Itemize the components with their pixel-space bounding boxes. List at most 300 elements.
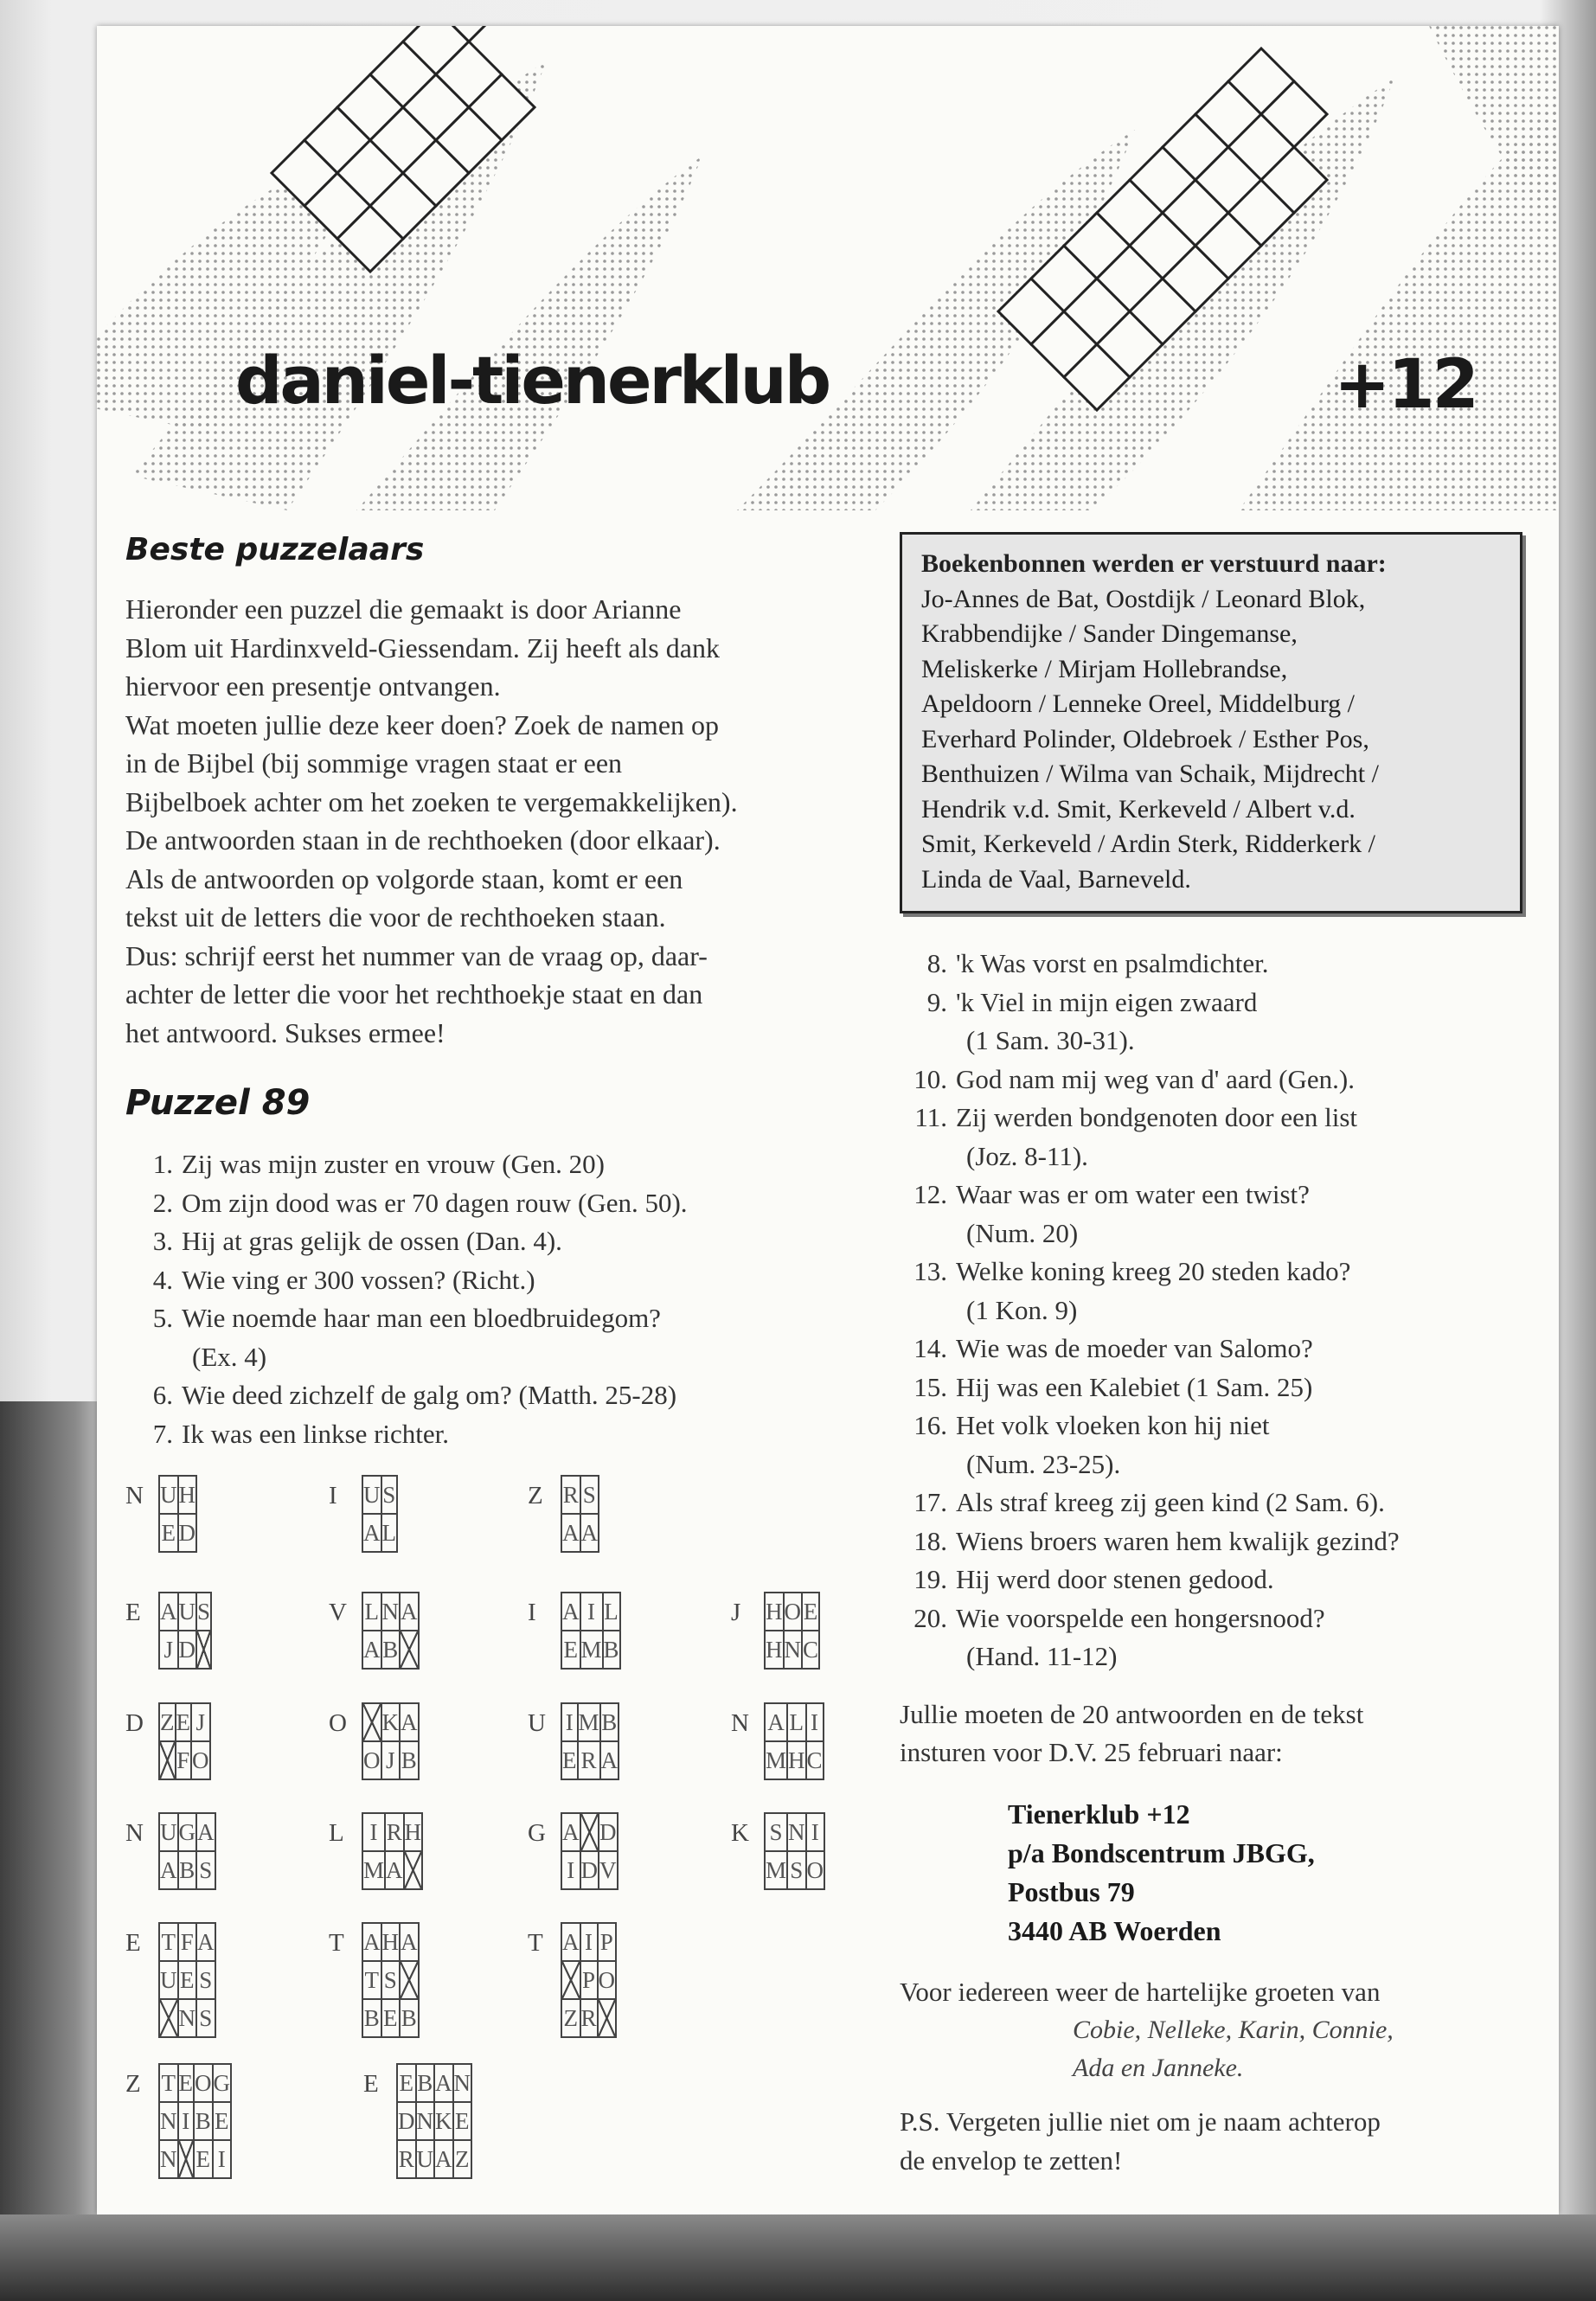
letter-cell: S: [196, 1961, 215, 1999]
question-text: (Hand. 11-12): [966, 1641, 1118, 1671]
letter-cell: R: [397, 2140, 416, 2178]
letter-cell: T: [159, 1923, 178, 1961]
question-text: Ik was een linkse richter.: [182, 1418, 450, 1449]
question-item: [900, 1407, 1522, 1445]
header: [97, 26, 1559, 519]
letter-cell: S: [196, 1851, 215, 1889]
letter-cell: I: [178, 2102, 195, 2140]
letter-cell: A: [400, 1703, 419, 1741]
question-number: 4.: [152, 1264, 173, 1295]
question-number: 7.: [152, 1418, 173, 1449]
letter-cell: M: [765, 1741, 787, 1779]
question-item: [900, 984, 1522, 1022]
letter-cell: R: [385, 1813, 404, 1851]
question-text: Wie noemde haar man een bloedbruidegom?: [182, 1303, 661, 1333]
puzzle-block-letter: T: [329, 1929, 344, 1957]
puzzle-block-grid: [158, 1702, 211, 1780]
letter-cell: A: [362, 1923, 381, 1961]
letter-cell: H: [178, 1476, 197, 1514]
question-item: [900, 1292, 1522, 1330]
letter-cell: I: [806, 1813, 825, 1851]
letter-cell: O: [784, 1593, 803, 1631]
letter-cell: T: [159, 2064, 178, 2102]
letter-cell: A: [362, 1514, 381, 1552]
winner-line: Smit, Kerkeveld / Ardin Sterk, Ridderkerk /: [921, 830, 1375, 858]
puzzle-block-letter: J: [731, 1599, 741, 1626]
brand-name: daniel-tienerklub: [235, 342, 830, 419]
letter-cell: H: [765, 1593, 784, 1631]
winner-line: Linda de Vaal, Barneveld.: [921, 864, 1191, 894]
signer-line: Cobie, Nelleke, Karin, Connie,: [1073, 2016, 1394, 2044]
letter-cell: E: [176, 1703, 192, 1741]
letter-cell: M: [580, 1631, 603, 1669]
letter-cell: E: [194, 2140, 213, 2178]
question-number: 3.: [152, 1226, 173, 1256]
intro-line: in de Bijbel (bij sommige vragen staat er een: [125, 747, 623, 779]
winners-box: [900, 532, 1522, 913]
intro-line: Als de antwoorden op volgorde staan, komt er een: [125, 862, 683, 894]
question-text: (Num. 23-25).: [966, 1448, 1121, 1479]
question-text: (1 Sam. 30-31).: [966, 1025, 1135, 1055]
question-item: [900, 1061, 1522, 1099]
intro-text: [125, 590, 887, 1052]
letter-cell: M: [578, 1703, 600, 1741]
postscript: [900, 2103, 1522, 2180]
question-number: 19.: [913, 1564, 947, 1594]
letter-cell: F: [178, 1923, 197, 1961]
letter-cell: N: [784, 1631, 803, 1669]
letter-cell: A: [159, 1851, 178, 1889]
intro-line: De antwoorden staan in de rechthoeken (door elkaar).: [125, 824, 721, 856]
letter-cell: M: [765, 1851, 787, 1889]
question-item: [900, 1176, 1522, 1215]
puzzle-block-letter: E: [363, 2070, 379, 2098]
letter-cell: E: [178, 2064, 195, 2102]
page-edge-shadow: [0, 1401, 108, 2214]
letter-cell: P: [598, 1923, 617, 1961]
signer-line: Ada en Janneke.: [1073, 2054, 1244, 2082]
letter-cell: I: [213, 2140, 232, 2178]
letter-cell: I: [362, 1813, 385, 1851]
letter-cell: O: [191, 1741, 210, 1779]
question-number: 10.: [913, 1063, 947, 1094]
question-text: Wiens broers waren hem kwalijk gezind?: [956, 1525, 1400, 1556]
letter-cell: B: [194, 2102, 213, 2140]
letter-cell: O: [362, 1741, 381, 1779]
letter-cell: A: [434, 2140, 453, 2178]
letter-cell: N: [381, 1593, 401, 1631]
letter-cell: O: [194, 2064, 213, 2102]
letter-cell: B: [416, 2064, 435, 2102]
intro-line: achter de letter die voor het rechthoekje staat en dan: [125, 978, 703, 1009]
letter-cell: N: [178, 1999, 197, 2037]
letter-cell: E: [178, 1961, 197, 1999]
letter-cell: I: [580, 1923, 598, 1961]
puzzle-block-grid: [764, 1592, 820, 1670]
puzzle-block-letter: E: [125, 1929, 141, 1957]
letter-cell: L: [381, 1514, 398, 1552]
question-item: [125, 1261, 887, 1300]
puzzle-block-grid: [158, 1922, 216, 2038]
question-number: [900, 1638, 956, 1676]
question-number: [900, 1022, 956, 1061]
letter-cell: S: [381, 1476, 398, 1514]
crossed-cell: [580, 1813, 599, 1851]
letter-cell: S: [580, 1476, 599, 1514]
letter-cell: E: [561, 1741, 578, 1779]
question-item: [125, 1145, 887, 1184]
letter-cell: B: [178, 1851, 197, 1889]
letter-cell: D: [599, 1813, 618, 1851]
winner-line: Everhard Polinder, Oldebroek / Esther Pos,: [921, 724, 1369, 753]
letter-cell: G: [178, 1813, 197, 1851]
puzzle-block-grid: [561, 1592, 621, 1670]
question-number: 12.: [913, 1179, 947, 1209]
letter-cell: U: [159, 1476, 178, 1514]
letter-cell: Z: [453, 2140, 472, 2178]
ps-line: P.S. Vergeten jullie niet om je naam achterop: [900, 2106, 1381, 2137]
letter-cell: H: [787, 1741, 806, 1779]
question-text: Wie deed zichzelf de galg om? (Matth. 25-28): [182, 1380, 677, 1410]
question-text: Wie ving er 300 vossen? (Richt.): [182, 1264, 535, 1295]
letter-cell: N: [159, 2102, 178, 2140]
question-text: (Ex. 4): [192, 1341, 267, 1372]
letter-cell: B: [381, 1631, 401, 1669]
winners-list: [921, 582, 1501, 898]
winner-line: Jo-Annes de Bat, Oostdijk / Leonard Blok,: [921, 584, 1366, 613]
crossed-cell: [598, 1999, 617, 2037]
age-badge: +12: [1334, 346, 1477, 424]
letter-cell: K: [381, 1703, 401, 1741]
question-text: Het volk vloeken kon hij niet: [956, 1410, 1270, 1440]
scan-bottom-shadow: [0, 2214, 1596, 2301]
letter-cell: I: [561, 1851, 580, 1889]
letter-cell: A: [561, 1813, 580, 1851]
question-item: [900, 1253, 1522, 1292]
puzzle-block-grid: [158, 1475, 197, 1553]
letter-cell: J: [159, 1631, 178, 1669]
winners-title: Boekenbonnen werden er verstuurd naar:: [921, 549, 1387, 578]
letter-cell: A: [561, 1514, 580, 1552]
address-line: p/a Bondscentrum JBGG,: [1008, 1836, 1315, 1868]
crossed-cell: [400, 1961, 419, 1999]
letter-cell: O: [598, 1961, 617, 1999]
question-number: 20.: [913, 1602, 947, 1633]
letter-cell: N: [159, 2140, 178, 2178]
letter-cell: S: [196, 1999, 215, 2037]
crossed-cell: [362, 1703, 381, 1741]
question-item: [125, 1184, 887, 1223]
letter-cell: N: [453, 2064, 472, 2102]
letter-cell: R: [561, 1476, 580, 1514]
signers: [1073, 2011, 1522, 2087]
puzzle-heading: Puzzel 89: [125, 1083, 311, 1123]
puzzle-block-grid: [158, 1592, 212, 1670]
question-number: [900, 1445, 956, 1484]
letter-cell: E: [397, 2064, 416, 2102]
question-item: [900, 1445, 1522, 1484]
letter-cell: F: [176, 1741, 192, 1779]
puzzle-block-letter: N: [125, 1482, 144, 1509]
puzzle-block-grid: [158, 1812, 216, 1890]
crossed-cell: [159, 1999, 178, 2037]
letter-cell: V: [599, 1851, 618, 1889]
letter-cell: H: [765, 1631, 784, 1669]
letter-cell: A: [561, 1593, 580, 1631]
puzzle-block-letter: N: [731, 1709, 749, 1737]
letter-cell: O: [806, 1851, 825, 1889]
letter-cell: D: [178, 1631, 197, 1669]
letter-cell: A: [196, 1923, 215, 1961]
question-text: Als straf kreeg zij geen kind (2 Sam. 6).: [956, 1487, 1385, 1517]
winner-line: Krabbendijke / Sander Dingemanse,: [921, 619, 1298, 648]
letter-cell: A: [561, 1923, 580, 1961]
letter-cell: P: [580, 1961, 598, 1999]
question-text: God nam mij weg van d' aard (Gen.).: [956, 1063, 1355, 1094]
letter-cell: E: [802, 1593, 819, 1631]
intro-line: hiervoor een presentje ontvangen.: [125, 670, 501, 702]
letter-cell: L: [362, 1593, 381, 1631]
letter-cell: A: [362, 1631, 381, 1669]
letter-cell: A: [196, 1813, 215, 1851]
crossed-cell: [400, 1631, 419, 1669]
letter-cell: I: [806, 1703, 824, 1741]
question-item: [900, 1215, 1522, 1253]
puzzle-block-grid: [561, 1702, 619, 1780]
question-text: Waar was er om water een twist?: [956, 1179, 1310, 1209]
puzzle-block-letter: O: [329, 1709, 347, 1737]
winner-line: Meliskerke / Mirjam Hollebrandse,: [921, 654, 1288, 683]
question-item: [125, 1415, 887, 1454]
intro-line: Bijbelboek achter om het zoeken te vergemakkelijken).: [125, 785, 738, 817]
question-text: Wie voorspelde een hongersnood?: [956, 1602, 1325, 1633]
letter-cell: E: [159, 1514, 178, 1552]
letter-cell: U: [178, 1593, 197, 1631]
letter-cell: U: [362, 1476, 381, 1514]
intro-line: Blom uit Hardinxveld-Giessendam. Zij heeft als dank: [125, 631, 720, 663]
address-line: Tienerklub +12: [1008, 1798, 1190, 1830]
winner-line: Apeldoorn / Lenneke Oreel, Middelburg /: [921, 689, 1355, 718]
letter-cell: I: [580, 1593, 603, 1631]
intro-line: Hieronder een puzzel die gemaakt is door Arianne: [125, 593, 682, 625]
letter-cell: B: [400, 1741, 419, 1779]
question-number: 6.: [152, 1380, 173, 1410]
puzzle-block-letter: L: [329, 1819, 344, 1847]
send-instructions: [900, 1695, 1522, 1772]
winner-line: Benthuizen / Wilma van Schaik, Mijdrecht /: [921, 760, 1379, 788]
address-line: 3440 AB Woerden: [1008, 1914, 1221, 1946]
question-list-left: [125, 1145, 887, 1453]
question-list-right: [900, 945, 1522, 1676]
question-item: [900, 1599, 1522, 1638]
letter-cell: B: [600, 1703, 619, 1741]
letter-cell: S: [787, 1851, 806, 1889]
puzzle-block-grid: [362, 1922, 420, 2038]
letter-cell: D: [580, 1851, 599, 1889]
letter-cell: T: [362, 1961, 381, 1999]
question-number: 13.: [913, 1256, 947, 1286]
letter-cell: J: [381, 1741, 401, 1779]
address-line: Postbus 79: [1008, 1875, 1135, 1907]
letter-cell: S: [196, 1593, 211, 1631]
puzzle-block-letter: D: [125, 1709, 144, 1737]
letter-cell: H: [381, 1923, 401, 1961]
question-text: Hij was een Kalebiet (1 Sam. 25): [956, 1371, 1313, 1402]
letter-cell: H: [404, 1813, 423, 1851]
puzzle-block-letter: V: [329, 1599, 347, 1626]
question-text: Hij werd door stenen gedood.: [956, 1564, 1274, 1594]
letter-cell: S: [765, 1813, 787, 1851]
letter-cell: S: [381, 1961, 401, 1999]
mailing-address: [1008, 1795, 1522, 1951]
question-number: 15.: [913, 1371, 947, 1402]
letter-cell: B: [400, 1999, 419, 2037]
question-item: [900, 1522, 1522, 1561]
question-item: [900, 1099, 1522, 1138]
question-item: [900, 1638, 1522, 1676]
letter-cell: A: [600, 1741, 619, 1779]
right-column: [900, 532, 1522, 2180]
letter-cell: L: [787, 1703, 806, 1741]
question-number: 9.: [926, 986, 947, 1017]
question-text: (Joz. 8-11).: [966, 1140, 1088, 1171]
question-text: 'k Viel in mijn eigen zwaard: [956, 986, 1258, 1017]
letter-cell: Z: [159, 1703, 176, 1741]
letter-cell: N: [787, 1813, 806, 1851]
question-number: 16.: [913, 1410, 947, 1440]
question-item: [125, 1338, 887, 1377]
question-number: 17.: [913, 1487, 947, 1517]
letter-cell: I: [561, 1703, 578, 1741]
send-line: Jullie moeten de 20 antwoorden en de tekst: [900, 1698, 1364, 1729]
letter-cell: M: [362, 1851, 385, 1889]
puzzle-block-grid: [764, 1812, 825, 1890]
letter-cell: U: [159, 1961, 178, 1999]
crossed-cell: [178, 2140, 195, 2178]
question-item: [900, 1330, 1522, 1368]
intro-line: Dus: schrijf eerst het nummer van de vraag op, daar-: [125, 939, 708, 971]
puzzle-block-letter: Z: [125, 2070, 141, 2098]
puzzle-block-letter: E: [125, 1599, 141, 1626]
left-column: [125, 532, 887, 1453]
letter-cell: E: [213, 2102, 232, 2140]
question-number: 1.: [152, 1149, 173, 1179]
question-item: [125, 1222, 887, 1261]
question-item: [900, 1368, 1522, 1407]
letter-cell: A: [400, 1593, 419, 1631]
puzzle-block-letter: K: [731, 1819, 749, 1847]
letter-cell: U: [416, 2140, 435, 2178]
puzzle-block-letter: I: [528, 1599, 536, 1626]
letter-cell: C: [806, 1741, 824, 1779]
letter-cell: A: [580, 1514, 599, 1552]
letter-cell: C: [802, 1631, 819, 1669]
send-line: insturen voor D.V. 25 februari naar:: [900, 1737, 1283, 1767]
question-number: [900, 1138, 956, 1176]
puzzle-block-grid: [561, 1812, 619, 1890]
puzzle-block-grid: [561, 1475, 599, 1553]
question-text: (1 Kon. 9): [966, 1294, 1078, 1325]
letter-cell: A: [385, 1851, 404, 1889]
letter-cell: D: [178, 1514, 197, 1552]
letter-cell: G: [213, 2064, 232, 2102]
question-number: 18.: [913, 1525, 947, 1556]
letter-cell: E: [561, 1631, 580, 1669]
puzzle-block-letter: Z: [528, 1482, 543, 1509]
question-item: [125, 1299, 887, 1338]
intro-line: het antwoord. Sukses ermee!: [125, 1016, 445, 1048]
question-text: Hij at gras gelijk de ossen (Dan. 4).: [182, 1226, 562, 1256]
question-item: [900, 1138, 1522, 1176]
question-text: Welke koning kreeg 20 steden kado?: [956, 1256, 1351, 1286]
puzzle-block-letter: I: [329, 1482, 337, 1509]
question-item: [125, 1376, 887, 1415]
letter-cell: R: [580, 1999, 598, 2037]
puzzle-block-grid: [396, 2063, 472, 2179]
puzzle-block-grid: [362, 1475, 398, 1553]
crossed-cell: [159, 1741, 176, 1779]
ps-line: de envelop te zetten!: [900, 2144, 1123, 2176]
question-number: [900, 1215, 956, 1253]
puzzle-block-grid: [764, 1702, 824, 1780]
puzzle-block-letter: G: [528, 1819, 546, 1847]
letter-cell: A: [434, 2064, 453, 2102]
question-number: 8.: [926, 948, 947, 978]
letter-cell: E: [453, 2102, 472, 2140]
letter-cell: U: [159, 1813, 178, 1851]
letter-cell: B: [603, 1631, 620, 1669]
question-item: [900, 1022, 1522, 1061]
intro-heading: Beste puzzelaars: [125, 532, 425, 567]
question-text: Wie was de moeder van Salomo?: [956, 1333, 1313, 1363]
letter-cell: Z: [561, 1999, 580, 2037]
question-text: (Num. 20): [966, 1217, 1079, 1248]
letter-cell: R: [578, 1741, 600, 1779]
question-item: [900, 1484, 1522, 1522]
question-number: [125, 1338, 182, 1377]
puzzle-block-grid: [362, 1702, 420, 1780]
letter-cell: B: [362, 1999, 381, 2037]
crossed-cell: [196, 1631, 211, 1669]
letter-cell: A: [400, 1923, 419, 1961]
question-number: 11.: [914, 1102, 947, 1132]
letter-cell: D: [397, 2102, 416, 2140]
puzzle-block-grid: [561, 1922, 617, 2038]
question-number: 14.: [913, 1333, 947, 1363]
intro-line: Wat moeten jullie deze keer doen? Zoek de namen op: [125, 708, 720, 740]
header-graphic: [97, 26, 1559, 519]
question-item: [900, 1561, 1522, 1599]
letter-cell: K: [434, 2102, 453, 2140]
puzzle-block-grid: [158, 2063, 232, 2179]
letter-cell: A: [765, 1703, 787, 1741]
letter-cell: N: [416, 2102, 435, 2140]
letter-cell: L: [603, 1593, 620, 1631]
puzzle-block-grid: [362, 1592, 420, 1670]
puzzle-block-letter: U: [528, 1709, 546, 1737]
question-text: 'k Was vorst en psalmdichter.: [956, 948, 1269, 978]
puzzle-block-grid: [362, 1812, 423, 1890]
crossed-cell: [404, 1851, 423, 1889]
letter-cell: E: [381, 1999, 401, 2037]
question-text: Zij was mijn zuster en vrouw (Gen. 20): [182, 1149, 605, 1179]
puzzle-block-letter: N: [125, 1819, 144, 1847]
question-text: Om zijn dood was er 70 dagen rouw (Gen. 50).: [182, 1187, 688, 1218]
winner-line: Hendrik v.d. Smit, Kerkeveld / Albert v.d.: [921, 794, 1356, 824]
question-number: 5.: [152, 1303, 173, 1333]
question-number: [900, 1292, 956, 1330]
crossed-cell: [561, 1961, 580, 1999]
